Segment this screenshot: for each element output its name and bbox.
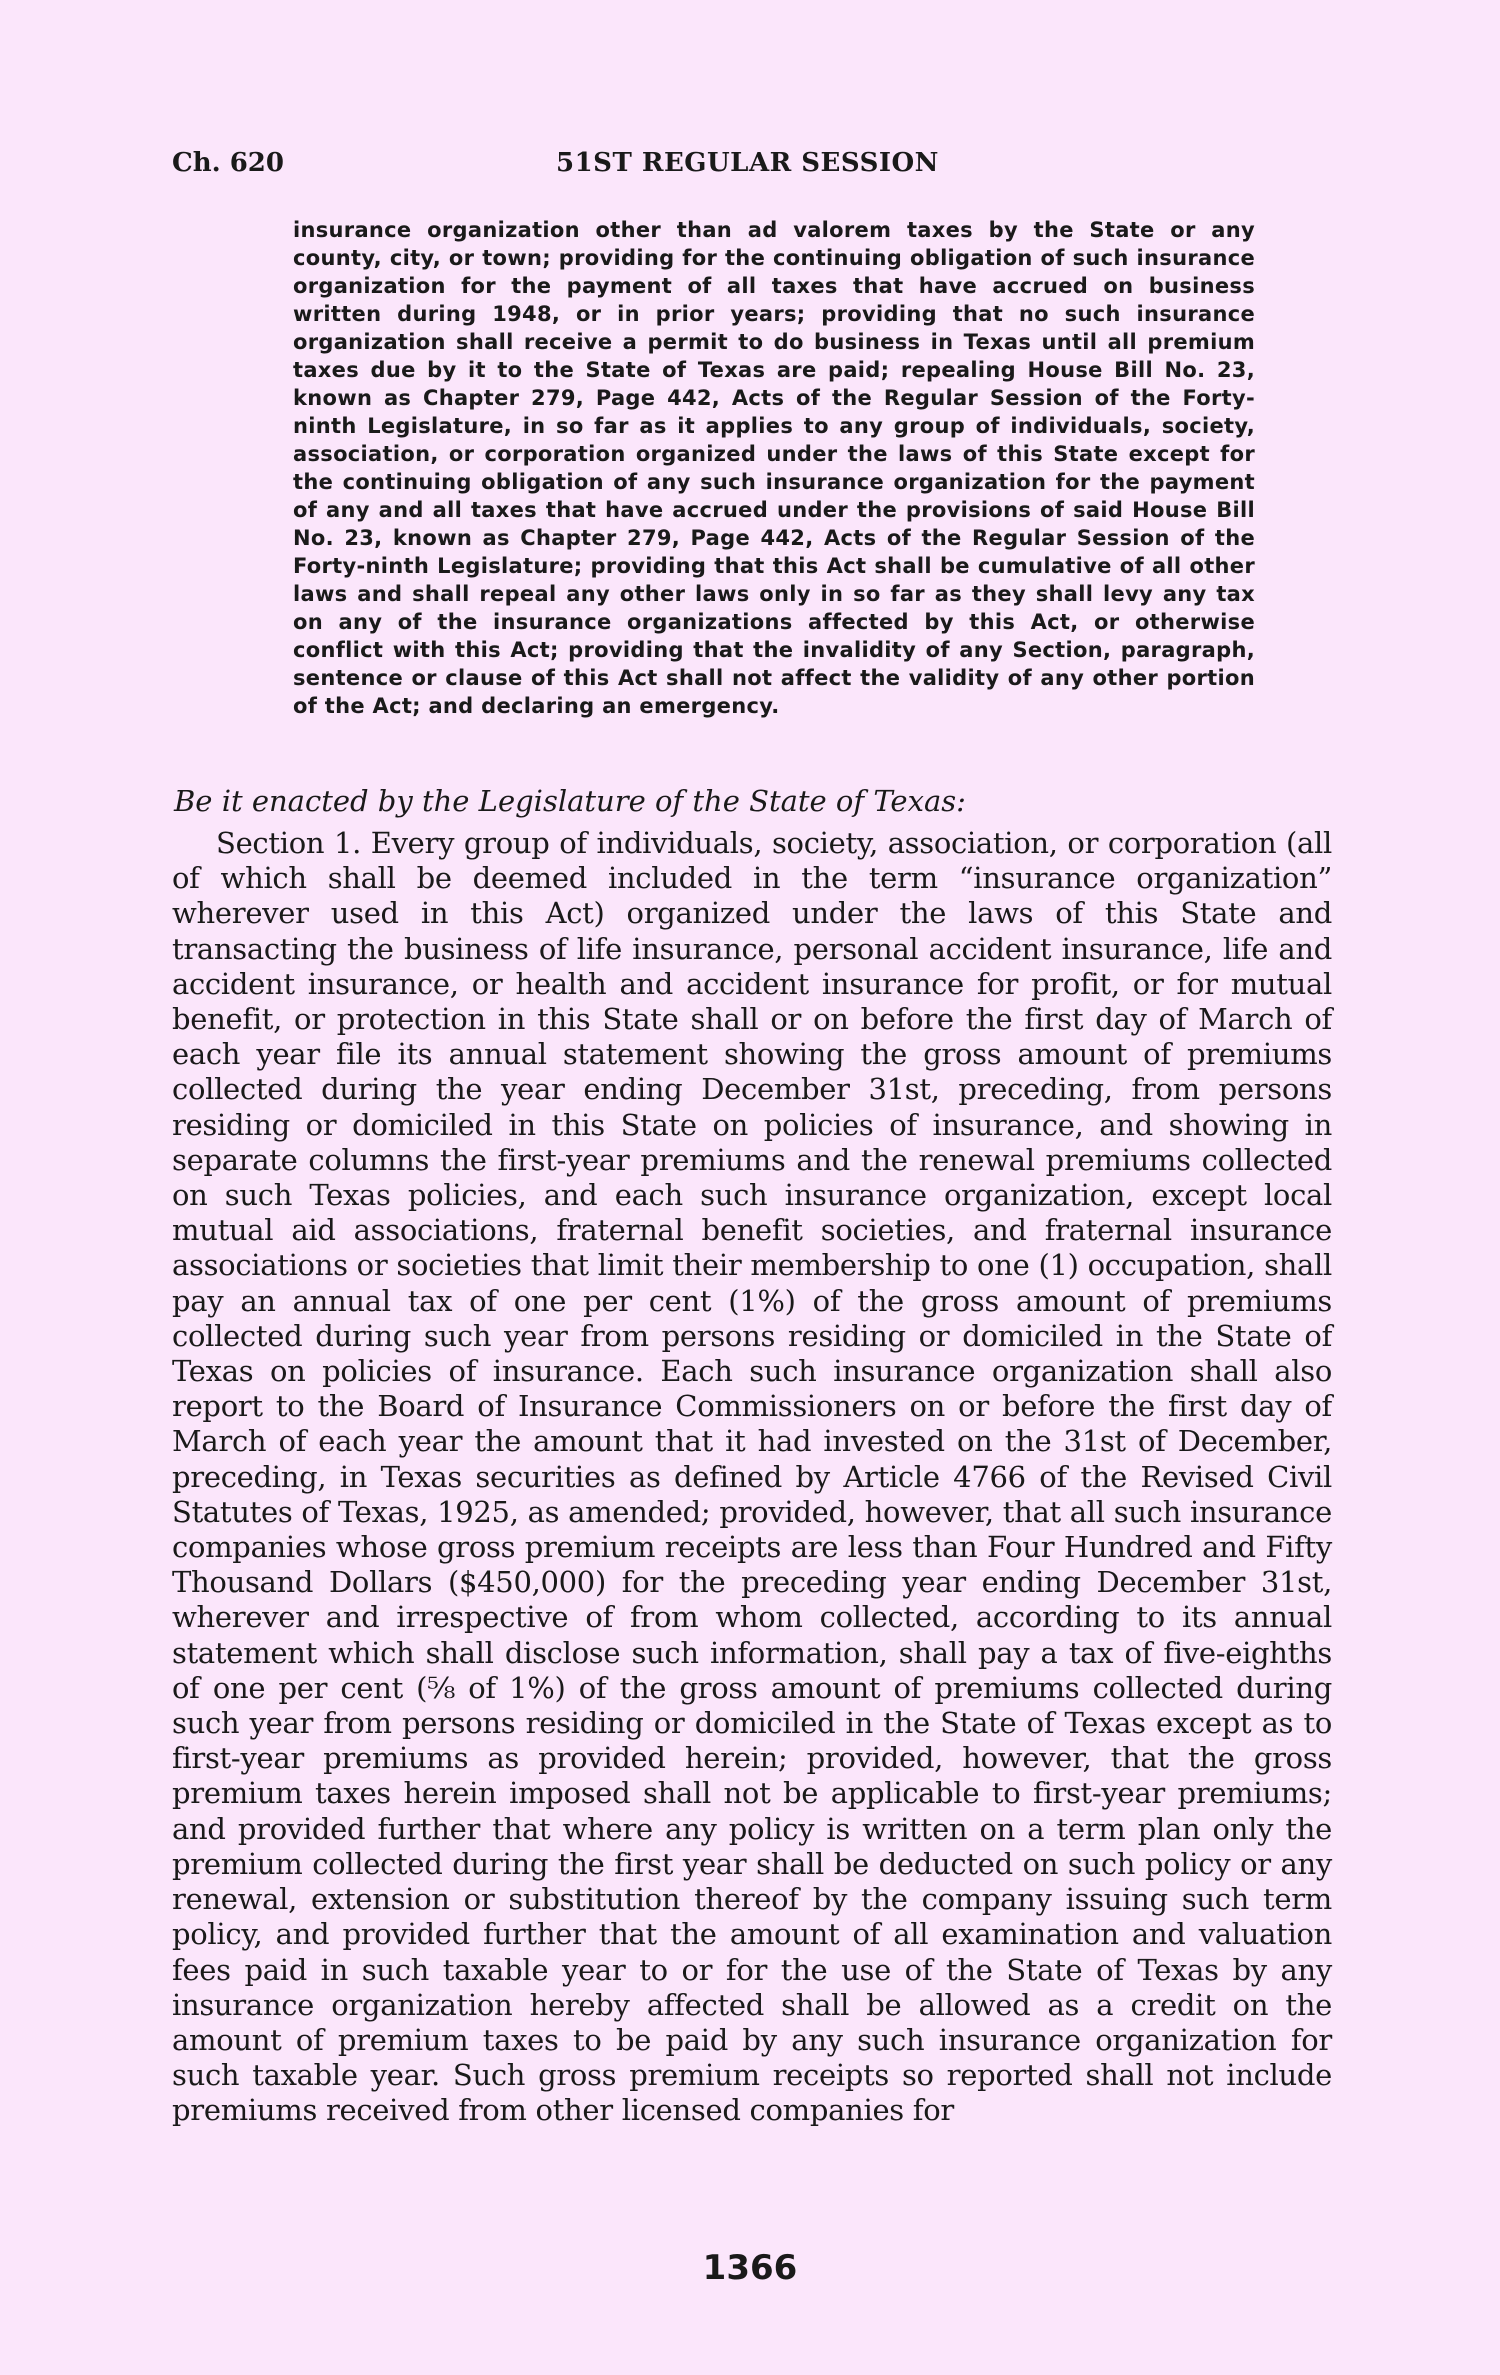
page-number: 1366 — [702, 2248, 798, 2288]
enacting-clause: Be it enacted by the Legislature of the State of Texas: — [174, 784, 966, 818]
running-head — [172, 148, 1332, 188]
chapter-number: Ch. 620 — [172, 148, 284, 178]
act-caption: insurance organization other than ad valorem taxes by the State or any county, city, or town; providing for the continuing obligation of such insurance organization for the payment of all taxes that have accrued on business written during 1948, or in prior years; providing that no such insurance organization shall receive a permit to do business in Texas until all premium taxes due by it to the State of Texas are paid; repealing House Bill No. 23, known as Chapter 279, Page 442, Acts of the Regular Session of the Forty-ninth Legislature, in so far as it applies to any group of individuals, society, association, or corporation organized under the laws of this State except for the continuing obligation of any such insurance organization for the payment of any and all taxes that have accrued under the provisions of said House Bill No. 23, known as Chapter 279, Page 442, Acts of the Regular Session of the Forty-ninth Legislature; providing that this Act shall be cumulative of all other laws and shall repeal any other laws only in so far as they shall levy any tax on any of the insurance organizations affected by this Act, or otherwise conflict with this Act; providing that the invalidity of any Section, paragraph, sentence or clause of this Act shall not affect the validity of any other portion of the Act; and declaring an emergency. — [293, 218, 1255, 718]
session-title: 51ST REGULAR SESSION — [556, 148, 939, 178]
section-1-paragraph: Section 1. Every group of individuals, society, association, or corporation (all of which shall be deemed included in the term “insurance organization” wherever used in this Act) organized under the laws of this State and transacting the business of life insurance, personal accident insurance, life and accident insurance, or health and accident insurance for profit, or for mutual benefit, or protection in this State shall or on before the first day of March of each year file its annual statement showing the gross amount of premiums collected during the year ending December 31st, preceding, from persons residing or domiciled in this State on policies of insurance, and showing in separate columns the first-year premiums and the renewal premiums collected on such Texas policies, and each such insurance organization, except local mutual aid associations, fraternal benefit societies, and fraternal insurance associations or societies that limit their membership to one (1) occupation, shall pay an annual tax of one per cent (1%) of the gross amount of premiums collected during such year from persons residing or domiciled in the State of Texas on policies of insurance. Each such insurance organization shall also report to the Board of Insurance Commissioners on or before the first day of March of each year the amount that it had invested on the 31st of December, preceding, in Texas securities as defined by Article 4766 of the Revised Civil Statutes of Texas, 1925, as amended; provided, however, that all such insurance companies whose gross premium receipts are less than Four Hundred and Fifty Thousand Dollars ($450,000) for the preceding year ending December 31st, wherever and irrespective of from whom collected, according to its annual statement which shall disclose such information, shall pay a tax of five-eighths of one per cent (⅝ of 1%) of the gross amount of premiums collected during such year from persons residing or domiciled in the State of Texas except as to first-year premiums as provided herein; provided, however, that the gross premium taxes herein imposed shall not be applicable to first-year premiums; and provided further that where any policy is written on a term plan only the premium collected during the first year shall be deducted on such policy or any renewal, extension or substitution thereof by the company issuing such term policy, and provided further that the amount of all examination and valuation fees paid in such taxable year to or for the use of the State of Texas by any insurance organization hereby affected shall be allowed as a credit on the amount of premium taxes to be paid by any such insurance organization for such taxable year. Such gross premium receipts so reported shall not include premiums received from other licensed companies for — [172, 826, 1332, 2128]
